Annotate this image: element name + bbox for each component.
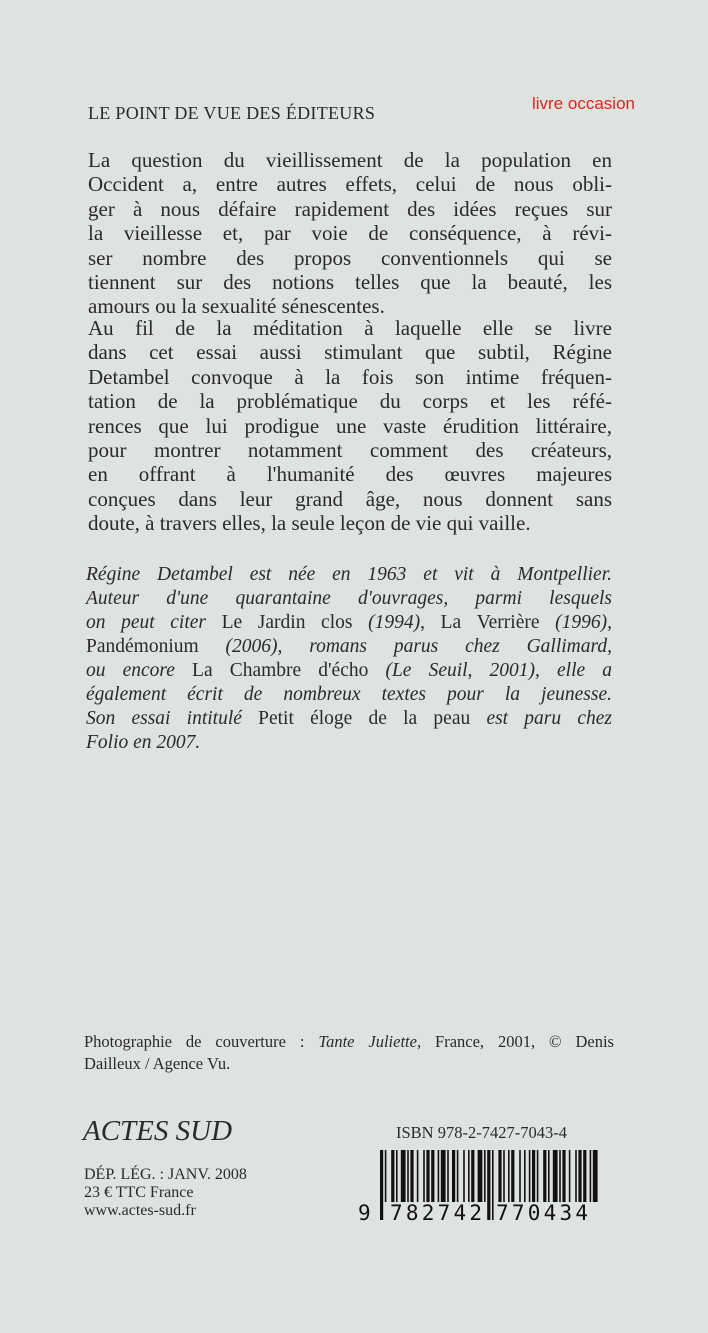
barcode-bar	[511, 1150, 514, 1202]
barcode-bar	[548, 1150, 550, 1202]
text-line: Occident a, entre autres effets, celui de nous obli-	[88, 172, 612, 197]
bio-line	[86, 683, 612, 707]
bio-segment: également écrit de nombreux textes pour la jeunesse.	[86, 684, 612, 705]
barcode-bar	[431, 1150, 434, 1202]
text-line: ser nombre des propos conventionnels qui se	[88, 245, 612, 270]
publisher-logo: ACTES SUD	[83, 1115, 233, 1147]
barcode-bar	[569, 1150, 571, 1202]
barcode-bar	[519, 1150, 521, 1202]
bio-segment: (Le Seuil, 2001), elle a	[385, 660, 612, 681]
credit-prefix: Photographie de couverture :	[84, 1032, 319, 1051]
barcode-bar	[553, 1150, 558, 1202]
section-heading: LE POINT DE VUE DES ÉDITEURS	[88, 103, 376, 123]
text-line: Au fil de la méditation à laquelle elle se livre	[88, 316, 612, 340]
bio-segment: La Chambre d'écho	[192, 660, 386, 681]
bio-line	[86, 707, 612, 731]
bio-line	[86, 611, 612, 635]
text-line: dans cet essai aussi stimulant que subtil, Régine	[88, 340, 612, 365]
bio-segment: Folio en 2007.	[86, 732, 201, 753]
credit-title: Tante Juliette	[318, 1032, 417, 1051]
barcode-bar	[559, 1150, 561, 1202]
barcode-bar	[508, 1150, 510, 1202]
cover-photo-credit	[84, 1031, 614, 1075]
bio-segment: Son essai intitulé	[86, 708, 259, 729]
text-line: amours ou la sexualité sénescentes.	[88, 294, 385, 319]
barcode-digits: 782742	[390, 1201, 482, 1222]
barcode-bar	[578, 1150, 581, 1202]
bio-line	[86, 563, 612, 587]
author-bio	[86, 563, 612, 755]
bio-segment: , La Verrière	[420, 612, 556, 633]
barcode-bar	[438, 1150, 440, 1202]
text-line: ger à nous défaire rapidement des idées reçues sur	[88, 196, 612, 221]
barcode-bar	[529, 1150, 531, 1202]
barcode-digits: 9	[358, 1201, 371, 1222]
text-line: tation de la problématique du corps et les réfé-	[88, 389, 612, 414]
bio-segment: Petit éloge de la peau	[258, 708, 487, 729]
text-line: La question du vieillissement de la population en	[88, 148, 612, 172]
bio-line	[86, 635, 612, 659]
credit-suffix: , France, 2001, © Denis	[416, 1032, 614, 1051]
barcode-bar	[498, 1150, 501, 1202]
barcode-bar	[532, 1150, 535, 1202]
summary-paragraph-2	[88, 316, 612, 536]
text-line: en offrant à l'humanité des œuvres majeures	[88, 462, 612, 487]
barcode-bar	[385, 1150, 387, 1202]
text-line: tiennent sur des notions telles que la beauté, les	[88, 269, 612, 294]
bio-segment: est paru chez	[486, 708, 612, 729]
bio-segment: Auteur d'une quarantaine d'ouvrages, parmi lesquels	[86, 588, 612, 609]
barcode-bar	[562, 1150, 565, 1202]
barcode-bar	[590, 1150, 592, 1202]
barcode	[350, 1150, 600, 1222]
barcode-bar	[537, 1150, 539, 1202]
bio-segment: Le Jardin clos	[221, 612, 369, 633]
bio-segment: on peut citer	[86, 612, 222, 633]
bio-segment: ou encore	[86, 660, 193, 681]
barcode-bar	[583, 1150, 586, 1202]
barcode-bar	[503, 1150, 505, 1202]
bio-segment: Pandémonium	[86, 636, 226, 657]
barcode-bar	[447, 1150, 449, 1202]
bio-segment: (2006), romans parus chez Gallimard,	[225, 636, 612, 657]
website-link[interactable]: www.actes-sud.fr	[84, 1202, 196, 1219]
barcode-bar	[410, 1150, 413, 1202]
bio-line	[86, 587, 612, 611]
barcode-bar	[478, 1150, 483, 1202]
barcode-bar	[417, 1150, 419, 1202]
barcode-bar	[487, 1150, 490, 1220]
text-line: pour montrer notamment comment des créateurs,	[88, 437, 612, 462]
barcode-bar	[593, 1150, 598, 1202]
text-line: Detambel convoque à la fois son intime fréquen-	[88, 364, 612, 389]
text-line: doute, à travers elles, la seule leçon de vie qui vaille.	[88, 511, 531, 536]
barcode-bar	[396, 1150, 398, 1202]
credit-line-2: Dailleux / Agence Vu.	[84, 1054, 231, 1073]
barcode-bar	[423, 1150, 425, 1202]
legal-deposit: DÉP. LÉG. : JANV. 2008	[84, 1166, 247, 1183]
barcode-bar	[575, 1150, 577, 1202]
barcode-bar	[441, 1150, 446, 1202]
barcode-bar	[380, 1150, 383, 1220]
barcode-digits: 770434	[496, 1201, 588, 1222]
publication-info	[84, 1166, 247, 1220]
barcode-bar	[457, 1150, 459, 1202]
bio-segment: Régine Detambel est née en 1963 et vit à Montpellier.	[86, 564, 612, 585]
bio-line	[86, 659, 612, 683]
barcode-bar	[426, 1150, 429, 1202]
barcode-bar	[407, 1150, 409, 1202]
bio-segment: (1994)	[368, 612, 421, 633]
barcode-bar	[391, 1150, 394, 1202]
barcode-bar	[401, 1150, 406, 1202]
barcode-bar	[492, 1150, 494, 1220]
barcode-bar	[452, 1150, 455, 1202]
bio-line	[86, 731, 612, 755]
barcode-bar	[468, 1150, 470, 1202]
used-book-label: livre occasion	[532, 94, 635, 113]
summary-paragraph-1	[88, 148, 612, 319]
isbn: ISBN 978-2-7427-7043-4	[396, 1123, 567, 1142]
price: 23 € TTC France	[84, 1184, 194, 1201]
barcode-bar	[463, 1150, 465, 1202]
bio-segment: (1996),	[555, 612, 612, 633]
text-line: la vieillesse et, par voie de conséquence, à révi-	[88, 221, 612, 246]
barcode-bar	[543, 1150, 546, 1202]
text-line: rences que lui prodigue une vaste érudition littéraire,	[88, 413, 612, 438]
barcode-bar	[484, 1150, 486, 1202]
barcode-bar	[524, 1150, 526, 1202]
barcode-bar	[471, 1150, 474, 1202]
text-line: conçues dans leur grand âge, nous donnent sans	[88, 486, 612, 511]
